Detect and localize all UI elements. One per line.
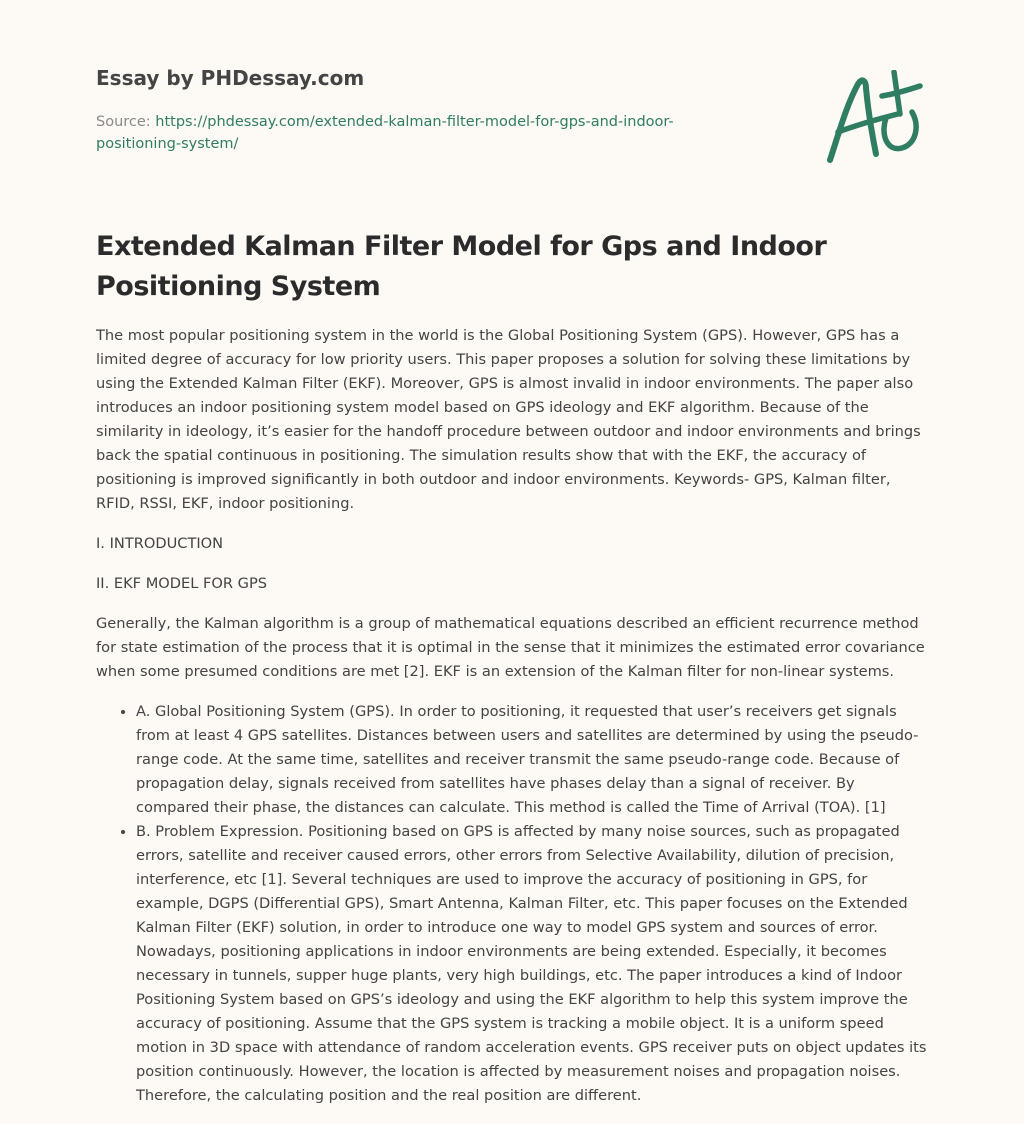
section-heading-ekf-model: II. EKF MODEL FOR GPS bbox=[96, 575, 268, 592]
site-brand: Essay by PHDessay.com bbox=[96, 66, 365, 90]
page-title: Extended Kalman Filter Model for Gps and Indoor Positioning System bbox=[96, 231, 827, 302]
list-item: • B. Problem Expression. Positioning based on GPS is affected by many noise sources, such as propagated errors, satellite and receiver caused errors, other errors from Selective Availability, dilution of precision, interference, etc [1]. Several techniques are used to improve the accuracy of positioning in GPS, for example, DGPS (Differential GPS), Smart Antenna, Kalman Filter, etc. This paper focuses on the Extended Kalman Filter (EKF) solution, in order to introduce one way to model GPS system and sources of error. Nowadays, positioning applications in indoor environments are being extended. Especially, it becomes necessary in tunnels, supper huge plants, very high buildings, etc. The paper introduces a kind of Indoor Positioning System based on GPS’s ideology and using the EKF algorithm to help this system improve the accuracy of positioning. Assume that the GPS system is tracking a mobile object. It is a uniform speed motion in 3D space with attendance of random acceleration events. GPS receiver puts on object updates its position continuously. However, the location is affected by measurement noises and propagation noises. Therefore, the calculating position and the real position are different. bbox=[136, 820, 928, 1108]
source-label: Source: bbox=[96, 114, 151, 130]
section-heading-introduction: I. INTRODUCTION bbox=[96, 535, 224, 552]
source-line bbox=[96, 111, 716, 155]
bullet-list bbox=[96, 700, 928, 1108]
body-paragraph: Generally, the Kalman algorithm is a group of mathematical equations described an efficient recurrence method for state estimation of the process that it is optimal in the sense that it minimizes the estimated error covariance when some presumed conditions are met [2]. EKF is an extension of the Kalman filter for non-linear systems. bbox=[96, 615, 925, 680]
source-link[interactable]: https://phdessay.com/extended-kalman-filter-model-for-gps-and-indoor-positioning-system/ bbox=[96, 114, 674, 152]
header bbox=[96, 0, 928, 200]
page-container bbox=[96, 0, 928, 1104]
a-plus-logo-icon bbox=[824, 70, 924, 166]
abstract-paragraph: The most popular positioning system in the world is the Global Positioning System (GPS). However, GPS has a limited degree of accuracy for low priority users. This paper proposes a solution for solving these limitations by using the Extended Kalman Filter (EKF). Moreover, GPS is almost invalid in indoor environments. The paper also introduces an indoor positioning system model based on GPS ideology and EKF algorithm. Because of the similarity in ideology, it’s easier for the handoff procedure between outdoor and indoor environments and brings back the spatial continuous in positioning. The simulation results show that with the EKF, the accuracy of positioning is improved significantly in both outdoor and indoor environments. Keywords- GPS, Kalman filter, RFID, RSSI, EKF, indoor positioning. bbox=[96, 327, 921, 512]
article-body bbox=[96, 324, 928, 1108]
list-item: • A. Global Positioning System (GPS). In order to positioning, it requested that user’s receivers get signals from at least 4 GPS satellites. Distances between users and satellites are determined by using the pseudo-range code. At the same time, satellites and receiver transmit the same pseudo-range code. Because of propagation delay, signals received from satellites have phases delay than a signal of receiver. By compared their phase, the distances can calculate. This method is called the Time of Arrival (TOA). [1] bbox=[136, 700, 928, 820]
